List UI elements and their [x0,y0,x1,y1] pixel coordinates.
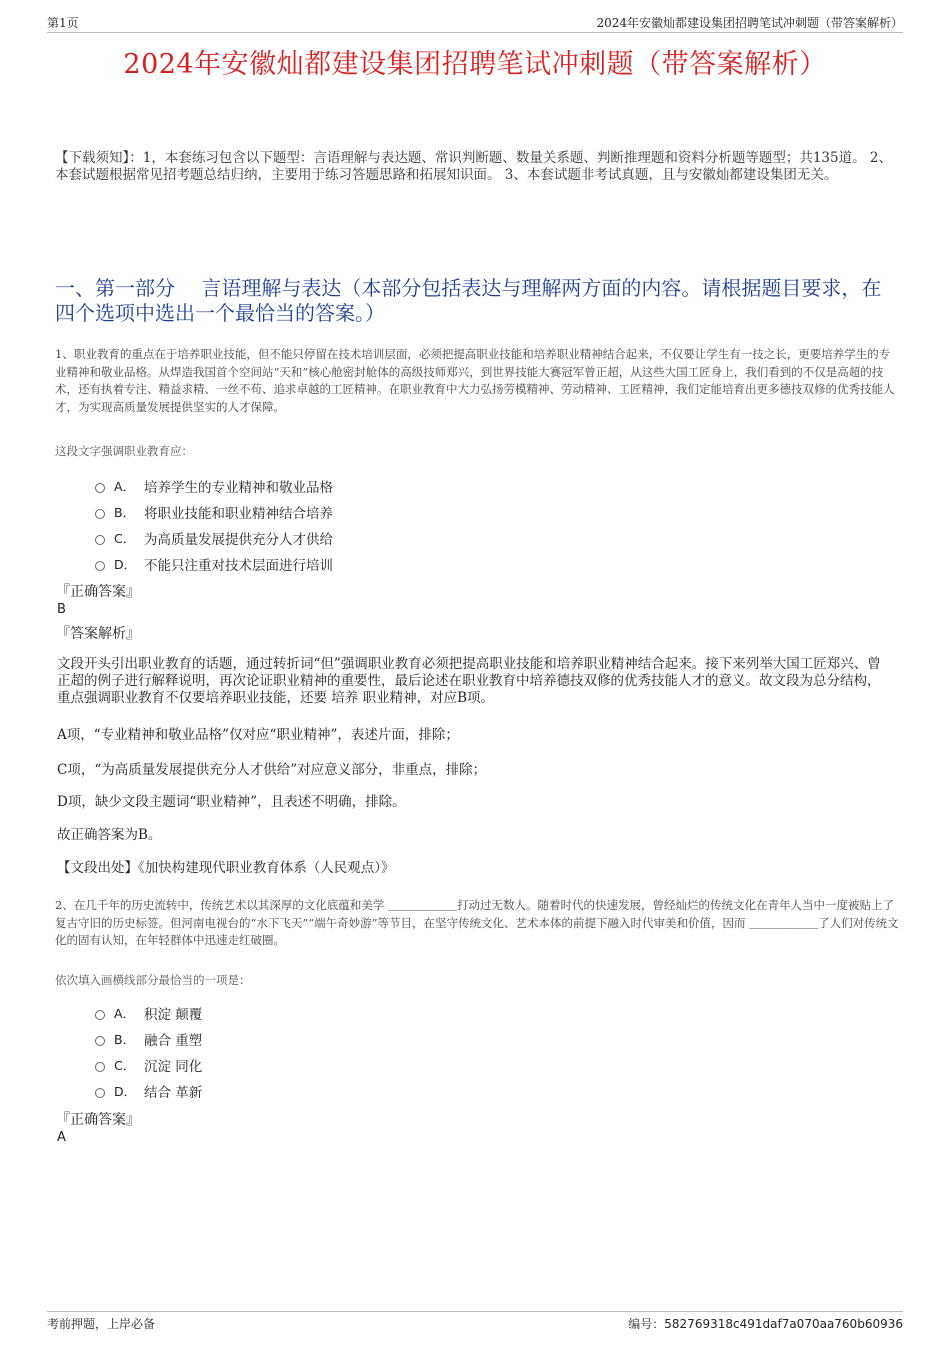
question-1-analysis-label: 『答案解析』 [56,626,140,642]
radio-icon[interactable] [95,561,105,571]
question-2-answer: A [57,1130,66,1145]
footer-slogan: 考前押题，上岸必备 [47,1317,156,1331]
question-1-analysis-para: 故正确答案为B。 [57,827,162,843]
question-2-option-d[interactable]: D． 结合 革新 [95,1081,202,1101]
question-2-option-c[interactable]: C． 沉淀 同化 [95,1055,202,1075]
question-1-option-c[interactable]: C． 为高质量发展提供充分人才供给 [95,528,333,548]
radio-icon[interactable] [95,535,105,545]
question-1-option-d[interactable]: D． 不能只注重对技术层面进行培训 [95,554,333,574]
question-1-analysis-para: C项，“为高质量发展提供充分人才供给”对应意义部分，非重点，排除； [57,762,487,778]
footer-document-code: 编号：582769318c491daf7a070aa760b60936 [628,1317,903,1331]
page-header [47,14,903,33]
question-1-option-a[interactable]: A． 培养学生的专业精神和敬业品格 [95,476,333,496]
question-2-stem: 2、在几千年的历史流转中，传统艺术以其深厚的文化底蕴和美学 ＿＿＿＿＿＿打动过无数人。随着时代的快速发展，曾经灿烂的传统文化在青年人当中一度被贴上了复古守旧的历史标签。但河南电视台的“水下飞天”“端午奇妙游”等节目，在坚守传统文化、艺术本体的前提下融入时代审美和价值，因而 ＿＿＿＿＿＿了人们对传统文化的固有认知，在年轻群体中迅速走红破圈。 [55,898,899,947]
radio-icon[interactable] [95,1036,105,1046]
question-1-analysis-para: 文段开头引出职业教育的话题，通过转折词“但”强调职业教育必须把提高职业技能和培养职业精神结合起来。接下来列举大国工匠郑兴、曾正超的例子进行解释说明，再次论证职业精神的重要性，最后论述在职业教育中培养德技双修的优秀技能人才的意义。故文段为总分结构，重点强调职业教育不仅要培养职业技能，还要 培养 职业精神，对应B项。 [57,656,881,706]
question-1-answer-label: 『正确答案』 [56,584,140,600]
radio-icon[interactable] [95,1062,105,1072]
question-2-option-b[interactable]: B． 融合 重塑 [95,1029,202,1049]
question-1-analysis-para: D项，缺少文段主题词“职业精神”，且表述不明确，排除。 [57,794,406,810]
question-1-prompt: 这段文字强调职业教育应： [55,444,193,458]
question-1-option-b[interactable]: B． 将职业技能和职业精神结合培养 [95,502,333,522]
radio-icon[interactable] [95,509,105,519]
question-2-option-a[interactable]: A． 积淀 颠覆 [95,1003,202,1023]
question-1-stem: 1、职业教育的重点在于培养职业技能，但不能只停留在技术培训层面，必须把提高职业技能和培养职业精神结合起来，不仅要让学生有一技之长，更要培养学生的专业精神和敬业品格。从焊造我国首个空间站“天和”核心舱密封舱体的高级技师郑兴，到世界技能大赛冠军曾正超，从这些大国工匠身上，我们看到的不仅是高超的技术，还有执着专注、精益求精、一丝不苟、追求卓越的工匠精神。在职业教育中大力弘扬劳模精神、劳动精神、工匠精神，我们定能培育出更多德技双修的优秀技能人才，为实现高质量发展提供坚实的人才保障。 [55,347,895,414]
download-notice: 【下载须知】：1，本套练习包含以下题型：言语理解与表达题、常识判断题、数量关系题、判断推理题和资料分析题等题型；共135道。 2、本套试题根据常见招考题总结归纳，主要用于练习答题思路和拓展知识面。 3、本套试题非考试真题，且与安徽灿都建设集团无关。 [55,150,892,183]
radio-icon[interactable] [95,1088,105,1098]
question-1-source: 【文段出处】《加快构建现代职业教育体系（人民观点）》 [57,860,395,876]
question-2-prompt: 依次填入画横线部分最恰当的一项是： [55,973,251,987]
page-number: 第1页 [47,16,79,30]
question-1-analysis-para: A项，“专业精神和敬业品格”仅对应“职业精神”，表述片面，排除； [57,727,459,743]
page-footer [47,1311,903,1335]
document-title: 2024年安徽灿都建设集团招聘笔试冲刺题（带答案解析） [123,49,827,80]
question-1-answer: B [57,602,66,617]
radio-icon[interactable] [95,483,105,493]
section-heading: 一、第一部分 言语理解与表达（本部分包括表达与理解两方面的内容。请根据题目要求，在四个选项中选出一个最恰当的答案。） [55,276,882,325]
header-doc-title: 2024年安徽灿都建设集团招聘笔试冲刺题（带答案解析） [596,16,903,30]
question-2-answer-label: 『正确答案』 [56,1112,140,1128]
radio-icon[interactable] [95,1010,105,1020]
